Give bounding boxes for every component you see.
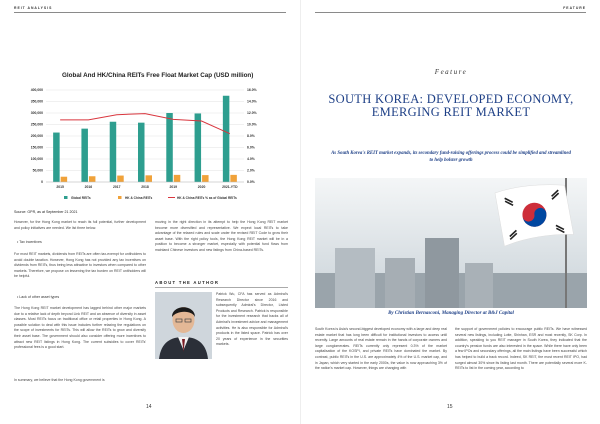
x-tick-label: 2017 xyxy=(112,185,121,189)
paragraph-intro: However, for the Hong Kong market to reach its full potential, further development and policy initiatives are needed. We list three below. xyxy=(14,220,146,230)
y-tick-label: 150,000 xyxy=(30,145,43,150)
bar-global-reits xyxy=(166,113,173,182)
y2-tick-label: 6.0% xyxy=(247,145,255,150)
y-tick-label: 350,000 xyxy=(30,99,43,104)
paragraph-tax: For most REIT markets, dividends from REITs are often tax-exempt for unitholders to avoid double taxation. However, Hong Kong has not provided any tax incentives on dividends from REITs, thus being less attractive to investors when compared to other markets. Therefore, we propose on lessening the tax burden on REIT unitholders will be helpful. xyxy=(14,252,146,279)
y-tick-label: 250,000 xyxy=(30,122,43,127)
korea-flag-photo xyxy=(315,178,587,308)
y2-tick-label: 2.0% xyxy=(247,168,255,173)
y2-tick-label: 10.0% xyxy=(247,122,257,127)
bar-global-reits xyxy=(110,122,117,182)
about-author-text: Patrick Wu, CFA has served as Admiral's Research Director since 2016 and subsequently Admiral's Director, Listed Products and Research. Patrick is responsible for the investment research that backs all of Admiral's investment advice and management activities. He is also responsible for Admiral's products in the listed space. Patrick has over 20 years of experience in the securities markets. xyxy=(216,292,288,347)
bullet-asset-types: • Lack of other asset types xyxy=(17,295,60,299)
header-rule-right xyxy=(315,12,586,13)
y2-tick-label: 8.0% xyxy=(247,134,255,139)
x-tick-label: 2019 xyxy=(169,185,178,189)
bar-global-reits xyxy=(81,129,88,182)
y2-tick-label: 4.0% xyxy=(247,157,255,162)
bar-global-reits xyxy=(53,133,60,182)
market-cap-chart xyxy=(0,0,300,210)
legend-label: HK & China REITs % as of Global REITs xyxy=(177,196,237,200)
y-tick-label: 200,000 xyxy=(30,134,43,139)
bar-hk-china-reits xyxy=(89,176,96,182)
paragraph-summary: In summary, we believe that the Hong Kong government is xyxy=(14,378,105,382)
y-tick-label: 400,000 xyxy=(30,88,43,93)
about-author-heading: ABOUT THE AUTHOR xyxy=(155,280,220,285)
x-tick-label: 2020 xyxy=(197,185,206,189)
bar-hk-china-reits xyxy=(146,175,153,182)
legend-label: HK & China REITs xyxy=(125,196,153,200)
y-tick-label: 100,000 xyxy=(30,157,43,162)
bar-global-reits xyxy=(223,96,230,182)
legend-swatch xyxy=(64,196,68,199)
paragraph-column2: moving in the right direction in its attempt to help the Hong Kong REIT market become more diversified and representative. We expect local REITs to take advantage of the relaxed rules and scale under the revised REIT Code to grow their asset base. With the right policy tools, the Hong Kong REIT market will be in a position to become a stronger market, especially with potential fund flows from mainland Chinese investors and new listings from China-based REITs. xyxy=(155,220,288,252)
about-author-rule xyxy=(155,287,288,288)
y-tick-label: 300,000 xyxy=(30,111,43,116)
author-portrait xyxy=(155,292,212,359)
bullet-label: Tax incentives xyxy=(19,240,42,244)
bar-global-reits xyxy=(195,113,202,182)
bullet-tax-incentives: • Tax incentives xyxy=(17,240,42,244)
article-column1: South Korea is Asia's second-biggest developed economy with a large and deep real estate market that has long been difficult for institutional investors to access until recently. Large amounts of real estate remain in the hands of corporate owners and large conglomerates. REITs currently only represent 0.3% of the market capitalisation of the KOSPI, and private REITs have dominated the market. By contrast, public REITs in the U.S. are approximately 4% of the U.S. market cap, and in Japan, which very started in the early 2000s, the value is now approaching 3% of the nation's market cap. However, things are changing with xyxy=(315,327,447,371)
page-number-left: 14 xyxy=(146,404,152,410)
right-page xyxy=(300,0,600,424)
bar-global-reits xyxy=(138,123,145,182)
y2-tick-label: 16.0% xyxy=(247,88,257,93)
bar-hk-china-reits xyxy=(61,177,67,182)
page-number-right: 15 xyxy=(447,404,453,410)
x-tick-label: 2015 xyxy=(56,185,64,189)
x-tick-label: 2021-YTD xyxy=(222,185,238,189)
x-tick-label: 2016 xyxy=(84,185,93,189)
photo-credit: Photo by Daniel Bernard on Unsplash xyxy=(319,313,366,317)
legend-label: Global REITs xyxy=(71,196,91,200)
legend-swatch xyxy=(118,196,122,199)
bar-hk-china-reits xyxy=(174,175,181,182)
chart-source: Source: GPR, as at September 21 2021 xyxy=(14,210,78,214)
article-subtitle: As South Korea's REIT market expands, its secondary fund-raising offerings process could be simplified and streamlined to help bolster growth xyxy=(331,151,571,163)
y-tick-label: 50,000 xyxy=(32,168,43,173)
y2-tick-label: 12.0% xyxy=(247,111,257,116)
bullet-label: Lack of other asset types xyxy=(19,295,60,299)
running-head-right: FEATURE xyxy=(563,6,586,10)
article-title: SOUTH KOREA: DEVELOPED ECONOMY, EMERGING REIT MARKET xyxy=(328,92,574,119)
paragraph-asset-types: The Hong Kong REIT market development has lagged behind other major markets due to a relative lack of depth beyond Link REIT and an absence of diversity in asset classes. Most REITs focus on traditional office or retail properties in Hong Kong. A possible solution to deal with this issue includes further relaxing the regulations on the scope of investments for REITs. This will allow the REITs to grow and diversify their asset base. The government should also consider offering more incentives to attract new REIT listings in Hong Kong. The current subsidies to cover REITs' professional fees is a good start. xyxy=(14,306,146,350)
running-head-left: REIT ANALYSIS xyxy=(14,6,53,10)
bar-hk-china-reits xyxy=(202,175,209,182)
y2-tick-label: 0.0% xyxy=(247,180,255,185)
y2-tick-label: 14.0% xyxy=(247,99,257,104)
y-tick-label: 0 xyxy=(41,180,43,185)
x-tick-label: 2018 xyxy=(141,185,149,189)
chart-title: Global And HK/China REITs Free Float Market Cap (USD million) xyxy=(62,72,254,79)
article-byline: By Christian Bernasconi, Managing Director at B&J Capital xyxy=(388,311,514,316)
bar-hk-china-reits xyxy=(117,176,124,182)
bar-hk-china-reits xyxy=(230,175,237,182)
article-column2: the support of government policies to encourage public REITs. We have witnessed several new listings, including Lotte, Shinhan, ESR and most recently, SK Corp. In addition, speaking to you REIT manager in South Korea, they indicated that the country's pension funds are also interested in the space. While there have only been a few IPOs and secondary offerings, all the main listings have been successful which has helped to build a track record. Indeed, SK REIT, the most recent REIT IPO, had surged almost 30% since its listing last month. There are potentially several more K-REITs to list in the coming year, according to xyxy=(455,327,587,371)
feature-label: Feature xyxy=(434,68,468,76)
